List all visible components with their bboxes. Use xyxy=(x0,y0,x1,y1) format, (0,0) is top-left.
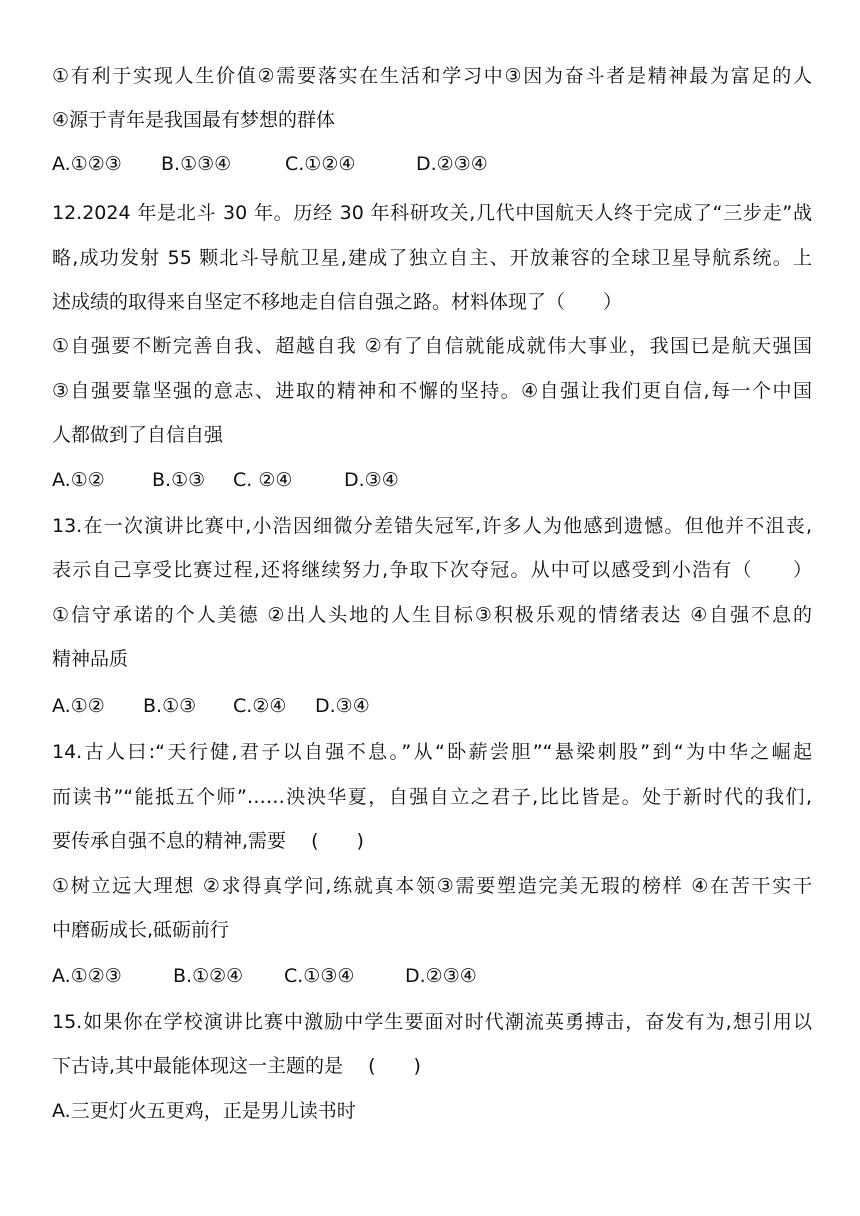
q12-statement-line-3: 人都做到了自信自强 xyxy=(52,424,224,446)
q11-option-d: D.②③④ xyxy=(416,153,488,175)
q13-option-a: A.①② xyxy=(52,695,105,717)
q12-stem-line-1: 12.2024 年是北斗 30 年。历经 30 年科研攻关,几代中国航天人终于完成了“三步走”战 xyxy=(52,202,812,224)
q13-statement-line-2: 精神品质 xyxy=(52,648,129,670)
q11-option-b: B.①③④ xyxy=(161,153,232,175)
q12-option-a: A.①② xyxy=(52,469,105,491)
q15-stem-line-2: 下古诗,其中最能体现这一主题的是 ( ) xyxy=(52,1055,421,1077)
q14-stem-line-3: 要传承自强不息的精神,需要 ( ) xyxy=(52,830,364,852)
q11-option-a: A.①②③ xyxy=(52,153,122,175)
q14-statement-line-2: 中磨砺成长,砥砺前行 xyxy=(52,919,230,941)
q14-option-b: B.①②④ xyxy=(173,965,244,987)
q13-option-c: C.②④ xyxy=(233,695,287,717)
q14-stem-line-1: 14.古人曰:“天行健,君子以自强不息。”从“卧薪尝胆”“悬梁刺股”到“为中华之崛起 xyxy=(52,741,812,763)
q15-stem-line-1: 15.如果你在学校演讲比赛中激励中学生要面对时代潮流英勇搏击，奋发有为,想引用以 xyxy=(52,1011,812,1033)
q14-option-a: A.①②③ xyxy=(52,965,122,987)
q13-option-b: B.①③ xyxy=(143,695,197,717)
q12-statement-line-2: ③自强要靠坚强的意志、进取的精神和不懈的坚持。④自强让我们更自信,每一个中国 xyxy=(52,380,812,402)
q12-option-c: C. ②④ xyxy=(233,469,293,491)
q12-option-d: D.③④ xyxy=(344,469,399,491)
q14-stem-line-2: 而读书”“能抵五个师”……泱泱华夏，自强自立之君子,比比皆是。处于新时代的我们, xyxy=(52,786,812,808)
q13-stem-line-2: 表示自己享受比赛过程,还将继续努力,争取下次夺冠。从中可以感受到小浩有（ ） xyxy=(52,559,812,581)
q12-stem-line-2: 略,成功发射 55 颗北斗导航卫星,建成了独立自主、开放兼容的全球卫星导航系统。上 xyxy=(52,247,812,269)
q15-option-a: A.三更灯火五更鸡，正是男儿读书时 xyxy=(52,1100,356,1122)
q13-statement-line-1: ①信守承诺的个人美德 ②出人头地的人生目标③积极乐观的情绪表达 ④自强不息的 xyxy=(52,604,812,626)
q12-statement-line-1: ①自强要不断完善自我、超越自我 ②有了自信就能成就伟大事业，我国已是航天强国 xyxy=(52,335,812,357)
q11-statement-line-1: ①有利于实现人生价值②需要落实在生活和学习中③因为奋斗者是精神最为富足的人 xyxy=(52,65,812,87)
q14-option-c: C.①③④ xyxy=(284,965,355,987)
q11-statement-line-2: ④源于青年是我国最有梦想的群体 xyxy=(52,109,336,131)
q13-stem-line-1: 13.在一次演讲比赛中,小浩因细微分差错失冠军,许多人为他感到遗憾。但他并不沮丧, xyxy=(52,515,812,537)
q13-option-d: D.③④ xyxy=(315,695,370,717)
q12-option-b: B.①③ xyxy=(152,469,206,491)
q12-stem-line-3: 述成绩的取得来自坚定不移地走自信自强之路。材料体现了（ ） xyxy=(52,291,623,313)
q14-statement-line-1: ①树立远大理想 ②求得真学问,练就真本领③需要塑造完美无瑕的榜样 ④在苦干实干 xyxy=(52,875,812,897)
q14-option-d: D.②③④ xyxy=(405,965,477,987)
q11-option-c: C.①②④ xyxy=(285,153,356,175)
